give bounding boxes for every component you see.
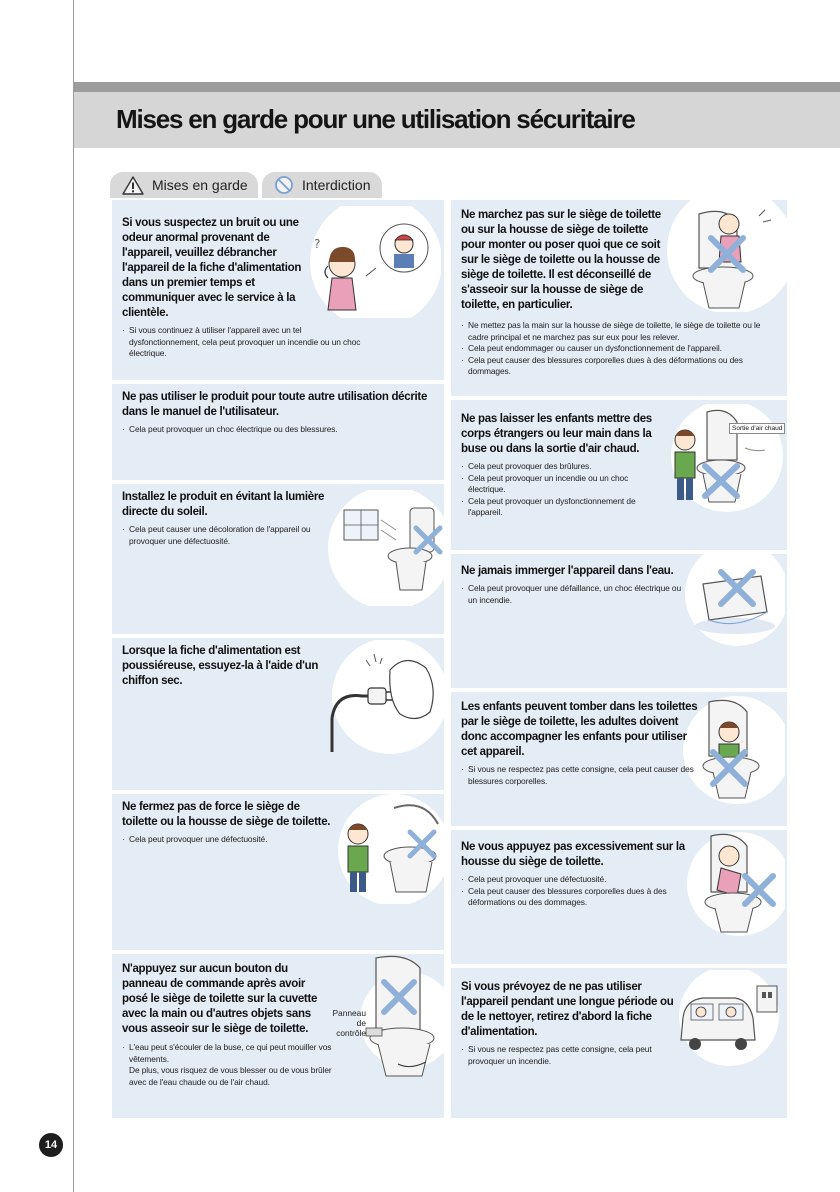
travel-unplug-illustration — [673, 970, 785, 1066]
card-no-pressing — [451, 830, 787, 964]
card-heading: Installez le produit en évitant la lumière directe du soleil. — [122, 491, 325, 518]
card-abnormal-noise — [112, 200, 444, 380]
legend-prohibition-label: Interdiction — [302, 177, 371, 193]
card-heading: Ne vous appuyez pas excessivement sur la housse du siège de toilette. — [461, 841, 685, 868]
child-nozzle-illustration — [665, 404, 785, 512]
card-unplug — [451, 968, 787, 1118]
sunlight-toilet-illustration — [326, 490, 444, 606]
control-panel-illustration — [358, 954, 444, 1088]
card-dusty-plug — [112, 638, 444, 790]
closing-seat-illustration — [334, 794, 444, 904]
card-note: · Cela peut provoquer un dysfonctionnement de l'appareil. — [461, 496, 659, 519]
label-panel-line2: de — [356, 1018, 366, 1028]
card-no-stepping — [451, 200, 787, 396]
card-heading: N'appuyez sur aucun bouton du panneau de commande après avoir posé le siège de toilette sur la cuvette avec la main ou d'autres objets sans vous asseoir sur le siège de toilette. — [122, 963, 318, 1035]
card-note: · Si vous ne respectez pas cette consigne, cela peut provoquer un incendie. — [461, 1044, 683, 1067]
card-heading: Si vous suspectez un bruit ou une odeur anormal provenant de l'appareil, veuillez débrancher l'appareil de la fiche d'alimentation dans un premier temps et communiquer avec le service à la clientèle. — [122, 217, 302, 319]
card-sunlight — [112, 484, 444, 634]
legend-warning-label: Mises en garde — [152, 177, 248, 193]
card-no-water — [451, 554, 787, 688]
header-strip — [74, 82, 840, 92]
card-heading: Les enfants peuvent tomber dans les toilettes par le siège de toilette, les adultes doivent donc accompagner les enfants pour utiliser cet appareil. — [461, 701, 698, 758]
warning-icon — [122, 176, 144, 195]
card-heading: Ne marchez pas sur le siège de toilette ou sur la housse de siège de toilette pour monter ou poser quoi que ce soit sur le siège de toilette ou la housse de siège de toilette. Il est déconseillé de s'asseoir sur la housse de siège de toilette, en particulier. — [461, 209, 661, 311]
card-note: · Cela peut provoquer des brûlures. — [461, 461, 659, 473]
card-note: · Cela peut provoquer une défaillance, un choc électrique ou un incendie. — [461, 583, 686, 606]
card-other-use — [112, 384, 444, 480]
card-note: · Cela peut provoquer une défectuosité. — [461, 874, 693, 886]
card-heading: Si vous prévoyez de ne pas utiliser l'appareil pendant une longue période ou de le nettoyer, retirez d'abord la fiche d'alimentation. — [461, 981, 674, 1038]
pressing-lid-illustration — [687, 830, 785, 938]
card-note: · Cela peut endommager ou causer un dysfonctionnement de l'appareil. — [461, 343, 783, 355]
card-heading: Ne pas laisser les enfants mettre des corps étrangers ou leur main dans la buse ou dans la sortie d'air chaud. — [461, 413, 652, 455]
card-heading: Ne jamais immerger l'appareil dans l'eau. — [461, 565, 674, 577]
card-note: · Cela peut provoquer un incendie ou un choc électrique. — [461, 473, 659, 496]
card-no-buttons — [112, 954, 444, 1118]
card-note: · Ne mettez pas la main sur la housse de siège de toilette, le siège de toilette ou le cadre principal et ne marchez pas sur eux pour les relever. — [461, 320, 783, 343]
card-children-fall — [451, 692, 787, 826]
label-control-panel — [330, 1008, 366, 1038]
card-note: · Cela peut provoquer un choc électrique ou des blessures. — [122, 424, 440, 436]
card-heading: Ne pas utiliser le produit pour toute autre utilisation décrite dans le manuel de l'utilisateur. — [122, 391, 428, 418]
prohibition-icon — [274, 175, 294, 195]
card-note: · Cela peut causer une décoloration de l'appareil ou provoquer une défectuosité. — [122, 524, 327, 547]
card-note-extra: De plus, vous risquez de vous blesser ou de vous brûler avec de l'eau chaude ou de l'air chaud. — [129, 1065, 332, 1087]
margin-rule — [73, 0, 74, 1192]
card-note: · L'eau peut s'écouler de la buse, ce qui peut mouiller vos vêtements. — [122, 1042, 337, 1065]
plug-wiping-illustration — [326, 640, 444, 758]
legend-prohibition — [262, 172, 382, 198]
page-title: Mises en garde pour une utilisation sécuritaire — [116, 104, 635, 134]
card-heading: Ne fermez pas de force le siège de toilette ou la housse de siège de toilette. — [122, 801, 331, 828]
label-panel-line1: Panneau — [332, 1008, 366, 1018]
card-children-objects — [451, 400, 787, 550]
label-hot-air-outlet: Sortie d'air chaud — [729, 423, 785, 434]
svg-text:?: ? — [314, 237, 321, 251]
phone-call-illustration — [306, 206, 441, 318]
legend-warning — [110, 172, 258, 198]
card-note: · Si vous ne respectez pas cette consigne, cela peut causer des blessures corporelles. — [461, 764, 699, 787]
standing-on-seat-illustration — [659, 200, 787, 312]
title-band — [74, 92, 840, 148]
card-note: · Cela peut causer des blessures corporelles dues à des déformations ou des dommages. — [461, 355, 783, 378]
card-force-close — [112, 794, 444, 950]
card-note: · Cela peut causer des blessures corporelles dues à des déformations ou des dommages. — [461, 886, 693, 909]
card-note: · Si vous continuez à utiliser l'appareil avec un tel dysfonctionnement, cela peut provoquer un incendie ou un choc électrique. — [122, 325, 374, 360]
card-note: · Cela peut provoquer une défectuosité. — [122, 834, 334, 846]
page-number: 14 — [39, 1133, 63, 1157]
card-heading: Lorsque la fiche d'alimentation est poussiéreuse, essuyez-la à l'aide d'un chiffon sec. — [122, 645, 319, 687]
immersion-illustration — [681, 554, 785, 650]
label-panel-line3: contrôle — [336, 1028, 366, 1038]
